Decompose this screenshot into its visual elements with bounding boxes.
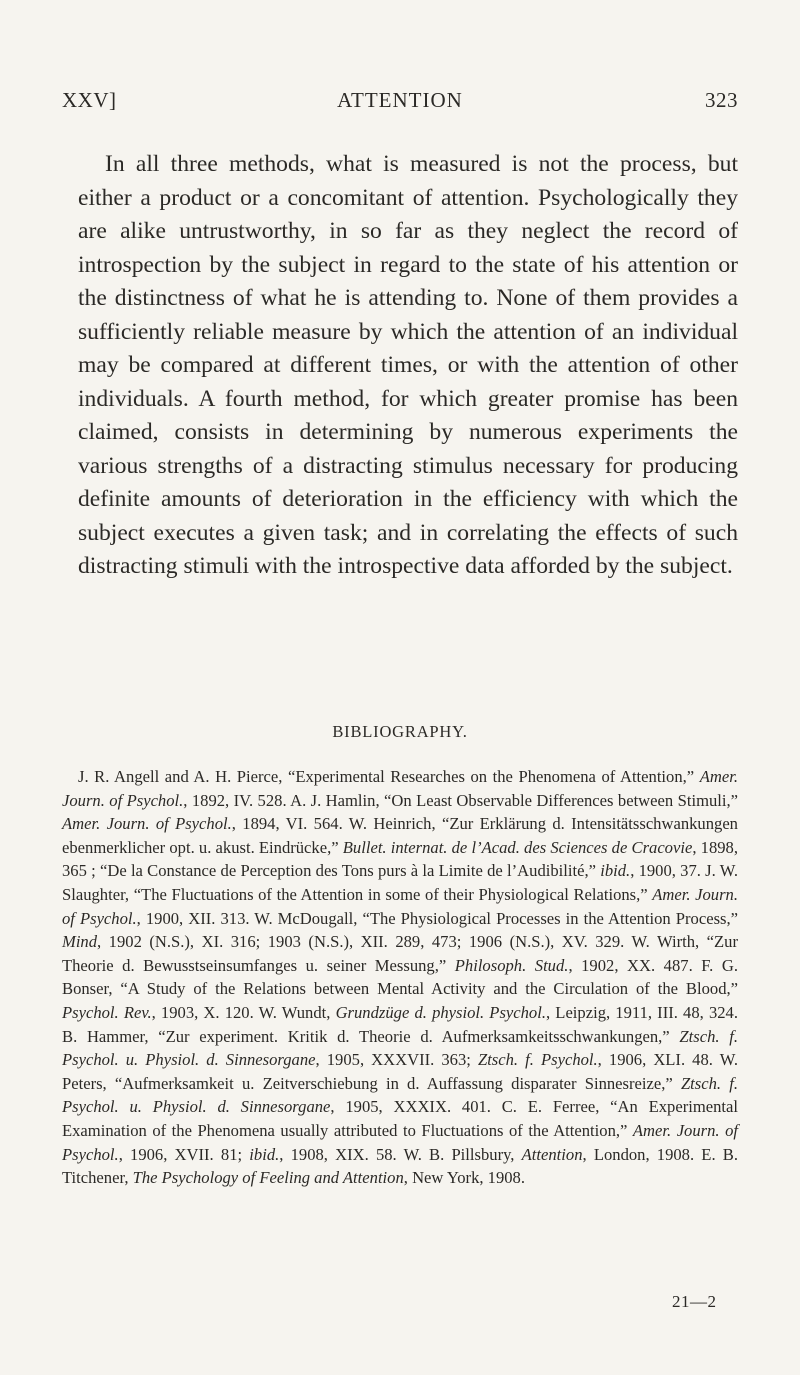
bibliography-citation-title: Bullet. internat. de l’Acad. des Sciences de Cracovie: [342, 837, 693, 857]
page-number: 323: [705, 88, 738, 112]
bibliography-citation-title: ibid.: [600, 861, 631, 881]
bibliography-text-segment: , 1906, XLI. 48. W. Peters, “Aufmerksamkeit u. Zeitverschiebung in d. Auffassung disparater Sinnesreize,”: [62, 1050, 738, 1093]
bibliography-citation-title: Grundzüge d. physiol. Psychol.: [335, 1002, 546, 1022]
bibliography-text-segment: , 1892, IV. 528. A. J. Hamlin, “On Least Observable Differences between Stimuli,”: [183, 790, 739, 810]
bibliography-citation-title: Ztsch. f. Psychol.: [477, 1050, 598, 1070]
bibliography-citation-title: Ztsch. f. Psychol. u. Physiol. d. Sinnesorgane: [62, 1026, 738, 1070]
bibliography-text-segment: , New York, 1908.: [403, 1168, 526, 1188]
bibliography-text-segment: , Leipzig, 1911, III. 48, 324. B. Hammer, “Zur experiment. Kritik d. Theorie d. Aufmerksamkeitsschwankungen,”: [62, 1002, 738, 1046]
bibliography-citation-title: Psychol. Rev.: [62, 1002, 152, 1022]
bibliography-citation-title: The Psychology of Feeling and Attention: [132, 1168, 404, 1188]
bibliography-text-segment: , 1905, XXXVII. 363;: [315, 1050, 478, 1070]
bibliography-citation-title: Amer. Journ. of Psychol.: [62, 884, 738, 928]
bibliography-text-segment: J. R. Angell and A. H. Pierce, “Experimental Researches on the Phenomena of Attention,”: [78, 767, 700, 786]
bibliography-citation-title: Attention: [521, 1144, 583, 1164]
bibliography-heading: BIBLIOGRAPHY.: [332, 722, 468, 741]
bibliography-text-segment: , 1906, XVII. 81;: [118, 1144, 250, 1164]
bibliography-text: [62, 765, 738, 1190]
bibliography-citation-title: Mind: [62, 932, 98, 952]
bibliography-citation-title: ibid.: [249, 1144, 280, 1164]
chapter-number: XXV]: [62, 88, 117, 112]
bibliography-text-segment: , 1902 (N.S.), XI. 316; 1903 (N.S.), XII. 289, 473; 1906 (N.S.), XV. 329. W. Wirth, “Zur Theorie d. Bewusstseinsumfanges u. seiner Messung,”: [62, 932, 738, 975]
bibliography-text-segment: , 1908, XIX. 58. W. B. Pillsbury,: [279, 1144, 522, 1164]
signature-mark: 21—2: [672, 1292, 717, 1311]
bibliography-citation-title: Amer. Journ. of Psychol.: [62, 814, 232, 834]
bibliography-text-segment: , 1894, VI. 564. W. Heinrich, “Zur Erklärung d. Intensitätsschwankungen ebenmerklicher opt. u. akust. Eindrücke,”: [62, 814, 738, 857]
bibliography-citation-title: Ztsch. f. Psychol. u. Physiol. d. Sinnesorgane: [62, 1073, 738, 1117]
bibliography-text-segment: , 1900, XII. 313. W. McDougall, “The Physiological Processes in the Attention Process,”: [136, 908, 738, 928]
bibliography-text-segment: , 1900, 37. J. W. Slaughter, “The Fluctuations of the Attention in some of their Physiological Relations,”: [62, 861, 738, 904]
bibliography-text-segment: , London, 1908. E. B. Titchener,: [62, 1144, 738, 1188]
running-header: [62, 88, 738, 122]
bibliography-citation-title: Amer. Journ. of Psychol.: [62, 767, 738, 810]
bibliography-citation-title: Philosoph. Stud.: [454, 955, 569, 975]
bibliography-citation-title: Amer. Journ. of Psychol.: [62, 1120, 738, 1164]
bibliography-text-segment: , 1902, XX. 487. F. G. Bonser, “A Study of the Relations between Mental Activity and the Circulation of the Blood,”: [62, 955, 738, 999]
bibliography-text-segment: , 1905, XXXIX. 401. C. E. Ferree, “An Experimental Examination of the Phenomena usually attributed to Fluctuations of the Attention,”: [62, 1097, 738, 1140]
running-title: ATTENTION: [337, 88, 463, 112]
bibliography-text-segment: , 1898, 365 ; “De la Constance de Perception des Tons purs à la Limite de l’Audibilité,”: [62, 837, 738, 881]
bibliography-text-segment: , 1903, X. 120. W. Wundt,: [151, 1002, 336, 1022]
body-paragraph: In all three methods, what is measured is not the process, but either a product or a concomitant of attention. Psychologically they are alike untrustworthy, in so far as they neglect the record of introspection by the subject in regard to the state of his attention or the distinctness of what he is attending to. None of them provides a sufficiently reliable measure by which the attention of an individual may be compared at different times, or with the attention of other individuals. A fourth method, for which greater promise has been claimed, consists in determining by numerous experiments the various strengths of a distracting stimulus necessary for producing definite amounts of deterioration in the efficiency with which the subject executes a given task; and in correlating the effects of such distracting stimuli with the introspective data afforded by the subject.: [78, 151, 738, 579]
